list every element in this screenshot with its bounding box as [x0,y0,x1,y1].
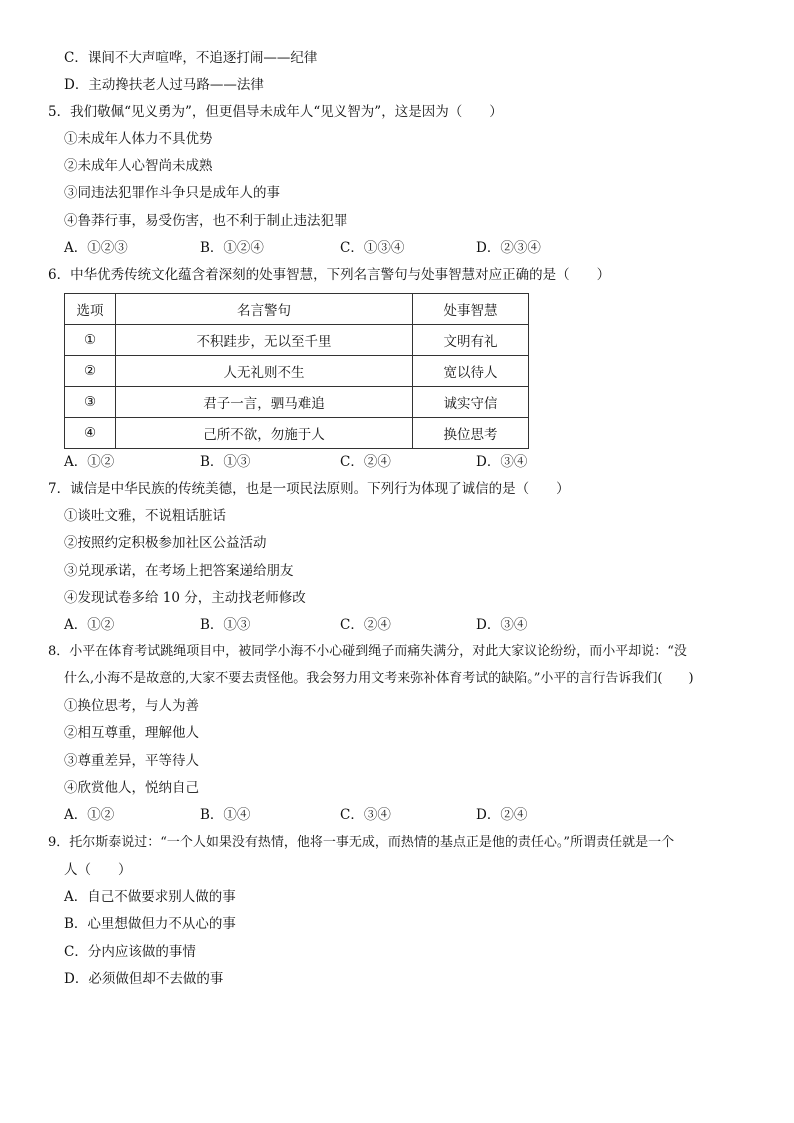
q7-option-a: A．①② [64,617,115,633]
q6-table [64,293,529,449]
q5-item-4: ④鲁莽行事，易受伤害，也不利于制止违法犯罪 [64,213,348,229]
table-row [65,325,529,356]
q5-item-3: ③同违法犯罪作斗争只是成年人的事 [64,185,280,201]
table-cell: ④ [65,418,116,449]
q8-item-1: ①换位思考，与人为善 [64,698,199,714]
table-header: 处事智慧 [413,294,529,325]
q7-item-3: ③兑现承诺，在考场上把答案递给朋友 [64,563,294,579]
q9-stem-line1: 9．托尔斯泰说过：“一个人如果没有热情，他将一事无成，而热情的基点正是他的责任心。”所谓责任就是一个 [48,835,675,850]
table-cell: 君子一言，驷马难追 [116,387,413,418]
table-cell: ② [65,356,116,387]
q8-option-c: C．③④ [340,807,391,823]
q6-option-d: D．③④ [476,454,528,470]
q7-item-4: ④发现试卷多给 10 分，主动找老师修改 [64,590,306,606]
q7-option-d: D．③④ [476,617,528,633]
q5-stem: 5．我们敬佩“见义勇为”，但更倡导未成年人“见义智为”，这是因为（ ） [48,104,503,120]
q8-option-b: B．①④ [200,807,251,823]
q9-option-c: C．分内应该做的事情 [64,944,196,960]
q5-item-1: ①未成年人体力不具优势 [64,131,213,147]
q7-item-2: ②按照约定积极参加社区公益活动 [64,535,267,551]
q7-option-c: C．②④ [340,617,391,633]
q6-option-b: B．①③ [200,454,251,470]
q6-option-a: A．①② [64,454,115,470]
table-cell: ③ [65,387,116,418]
q9-option-a: A．自己不做要求别人做的事 [64,889,236,905]
q8-item-2: ②相互尊重，理解他人 [64,725,199,741]
q9-option-d: D．必须做但却不去做的事 [64,971,224,987]
table-cell: 人无礼则不生 [116,356,413,387]
table-cell: 己所不欲，勿施于人 [116,418,413,449]
q4-option-c: C．课间不大声喧哗，不追逐打闹——纪律 [64,50,318,66]
q8-option-d: D．②④ [476,807,528,823]
table-cell: 换位思考 [413,418,529,449]
table-cell: 文明有礼 [413,325,529,356]
table-row [65,418,529,449]
q8-item-3: ③尊重差异，平等待人 [64,753,199,769]
q9-stem-line2: 人（ ） [64,862,132,878]
table-cell: 诚实守信 [413,387,529,418]
table-header-row [65,294,529,325]
table-header: 名言警句 [116,294,413,325]
table-row [65,356,529,387]
q5-item-2: ②未成年人心智尚未成熟 [64,158,213,174]
q7-option-b: B．①③ [200,617,251,633]
table-cell: 宽以待人 [413,356,529,387]
q5-option-b: B．①②④ [200,240,264,256]
q8-item-4: ④欣赏他人，悦纳自己 [64,780,199,796]
q8-stem-line2: 什么,小海不是故意的,大家不要去责怪他。我会努力用文考来弥补体育考试的缺陷。”小平的言行告诉我们( ) [64,671,694,686]
q4-option-d: D．主动搀扶老人过马路——法律 [64,77,264,93]
table-row [65,387,529,418]
q6-option-c: C．②④ [340,454,391,470]
q8-option-a: A．①② [64,807,115,823]
table-cell: ① [65,325,116,356]
q9-option-b: B．心里想做但力不从心的事 [64,916,236,932]
q6-stem: 6．中华优秀传统文化蕴含着深刻的处事智慧，下列名言警句与处事智慧对应正确的是（ ） [48,267,611,283]
q5-option-c: C．①③④ [340,240,405,256]
q5-option-d: D．②③④ [476,240,541,256]
q7-stem: 7．诚信是中华民族的传统美德，也是一项民法原则。下列行为体现了诚信的是（ ） [48,481,570,497]
q8-stem-line1: 8．小平在体育考试跳绳项目中，被同学小海不小心碰到绳子而痛失满分，对此大家议论纷纷，而小平却说：“没 [48,644,687,659]
q5-option-a: A．①②③ [64,240,128,256]
q7-item-1: ①谈吐文雅，不说粗话脏话 [64,508,226,524]
table-header: 选项 [65,294,116,325]
table-cell: 不积跬步，无以至千里 [116,325,413,356]
